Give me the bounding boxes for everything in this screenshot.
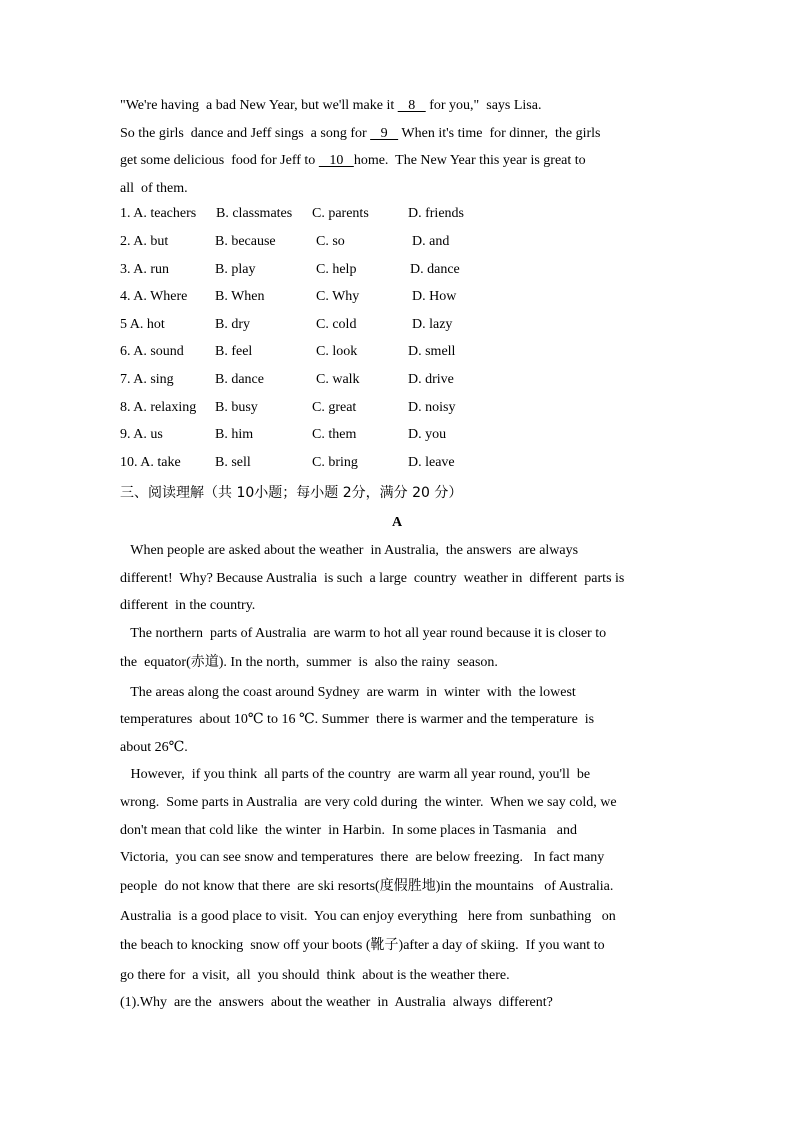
cloze-text: home. The New Year this year is great to (353, 153, 586, 168)
option-d: D. drive (408, 372, 454, 387)
option-b: B. sell (215, 455, 251, 470)
passage-line: Australia is a good place to visit. You can enjoy everything here from sunbathing on (120, 909, 616, 924)
passage-line: temperatures about 10℃ to 16 ℃. Summer there is warmer and the temperature is (120, 712, 595, 727)
option-c: C. look (316, 344, 358, 359)
option-c: C. great (312, 400, 357, 415)
option-row (120, 400, 680, 420)
option-row (120, 289, 680, 309)
option-row (120, 206, 680, 226)
passage-line: don't mean that cold like the winter in Harbin. In some places in Tasmania and (120, 823, 577, 838)
option-d: D. How (412, 289, 457, 304)
passage-line: about 26℃. (120, 740, 188, 755)
passage-line: different! Why? Because Australia is such a large country weather in different parts is (120, 571, 625, 586)
cloze-text: for you," says Lisa. (425, 98, 542, 113)
option-d: D. smell (408, 344, 456, 359)
cloze-line-1 (120, 96, 541, 116)
option-d: D. you (408, 427, 447, 442)
option-c: C. help (316, 262, 357, 277)
option-d: D. friends (408, 206, 464, 221)
option-a: 8. A. relaxing (120, 400, 197, 415)
option-c: C. Why (316, 289, 360, 304)
option-c: C. cold (316, 317, 357, 332)
option-b: B. busy (215, 400, 258, 415)
passage-label: A (391, 515, 403, 530)
option-b: B. dry (215, 317, 250, 332)
cloze-text: So the girls dance and Jeff sings a song for (120, 126, 371, 141)
passage-line: different in the country. (120, 598, 256, 613)
option-row (120, 262, 680, 282)
cloze-text: When it's time for dinner, the girls (398, 126, 601, 141)
cloze-line-2 (120, 124, 600, 144)
option-b: B. feel (215, 344, 253, 359)
option-row (120, 427, 680, 447)
option-c: C. parents (312, 206, 369, 221)
option-row (120, 455, 680, 475)
cloze-text: "We're having a bad New Year, but we'll make it (120, 98, 398, 113)
passage-line: The areas along the coast around Sydney are warm in winter with the lowest (120, 685, 576, 700)
option-row (120, 372, 680, 392)
passage-line: However, if you think all parts of the country are warm all year round, you'll be (120, 767, 591, 782)
option-d: D. noisy (408, 400, 456, 415)
passage-line: people do not know that there are ski resorts(度假胜地)in the mountains of Australia. (120, 879, 614, 894)
passage-line: the beach to knocking snow off your boots (靴子)after a day of skiing. If you want to (120, 938, 605, 953)
option-a: 4. A. Where (120, 289, 188, 304)
passage-line: wrong. Some parts in Australia are very cold during the winter. When we say cold, we (120, 795, 617, 810)
option-a: 3. A. run (120, 262, 169, 277)
option-d: D. lazy (412, 317, 453, 332)
option-a: 9. A. us (120, 427, 163, 442)
option-c: C. them (312, 427, 357, 442)
option-row (120, 234, 680, 254)
option-a: 7. A. sing (120, 372, 174, 387)
passage-line: the equator(赤道). In the north, summer is also the rainy season. (120, 655, 498, 670)
option-b: B. classmates (216, 206, 293, 221)
cloze-line-4: all of them. (120, 181, 188, 196)
cloze-text: get some delicious food for Jeff to (120, 153, 319, 168)
option-c: C. so (316, 234, 345, 249)
option-a: 2. A. but (120, 234, 169, 249)
option-d: D. leave (408, 455, 455, 470)
question-1: (1).Why are the answers about the weather in Australia always different? (120, 995, 553, 1010)
option-b: B. because (215, 234, 276, 249)
blank-8: 8 (397, 98, 426, 113)
option-a: 1. A. teachers (120, 206, 197, 221)
option-d: D. and (412, 234, 450, 249)
option-a: 5 A. hot (120, 317, 165, 332)
passage-line: go there for a visit, all you should think about is the weather there. (120, 968, 510, 983)
option-b: B. When (215, 289, 265, 304)
option-b: B. play (215, 262, 256, 277)
option-a: 6. A. sound (120, 344, 184, 359)
blank-10: 10 (318, 153, 354, 168)
section-heading: 三、阅读理解（共 10小题；每小题 2分，满分 20 分） (120, 485, 463, 501)
option-c: C. walk (316, 372, 360, 387)
blank-9: 9 (370, 126, 399, 141)
option-row (120, 344, 680, 364)
option-b: B. him (215, 427, 254, 442)
option-d: D. dance (410, 262, 460, 277)
option-a: 10. A. take (120, 455, 181, 470)
passage-line: The northern parts of Australia are warm to hot all year round because it is closer to (120, 626, 607, 641)
option-row (120, 317, 680, 337)
option-c: C. bring (312, 455, 358, 470)
passage-line: When people are asked about the weather in Australia, the answers are always (120, 543, 579, 558)
cloze-line-3 (120, 151, 586, 171)
option-b: B. dance (215, 372, 264, 387)
passage-line: Victoria, you can see snow and temperatures there are below freezing. In fact many (120, 850, 605, 865)
